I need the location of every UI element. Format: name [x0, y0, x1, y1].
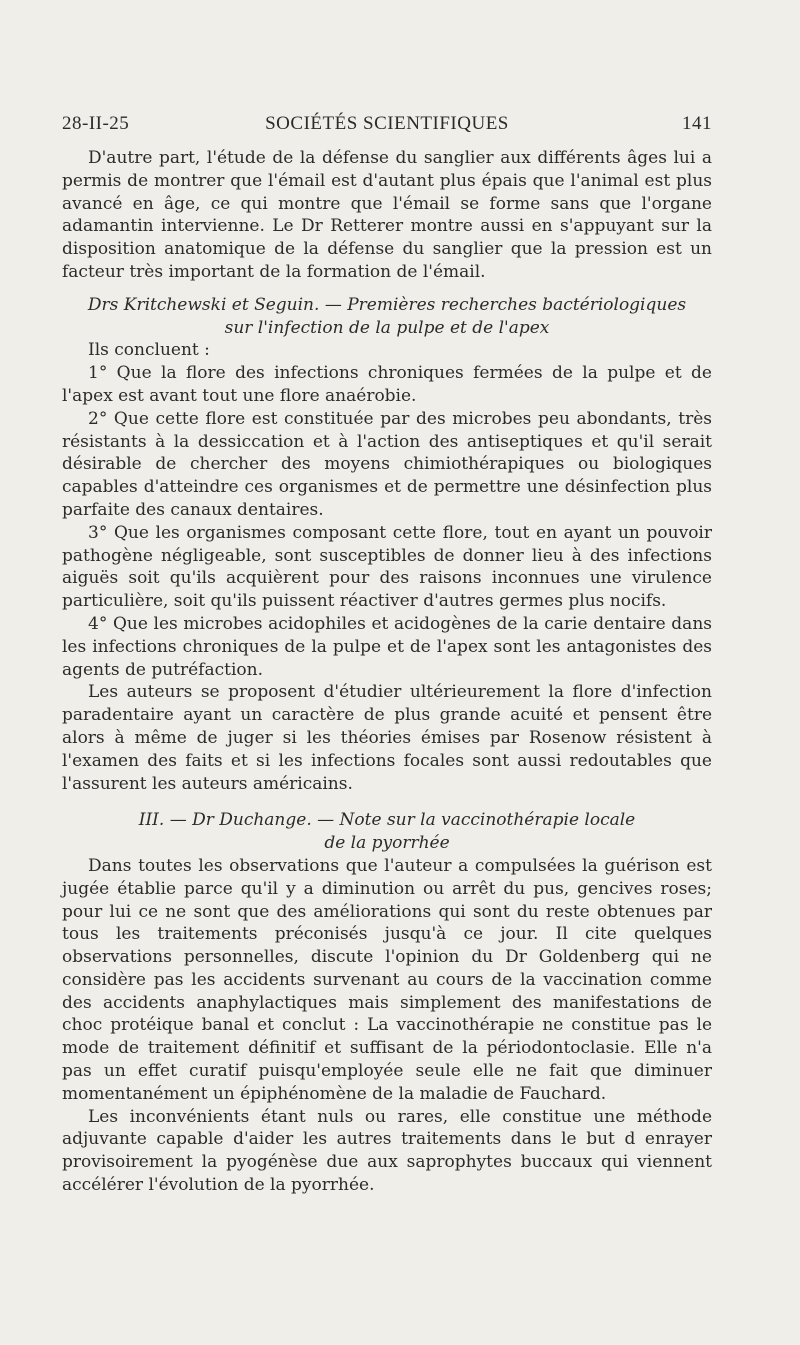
- section-2-heading-line-2: sur l'infection de la pulpe et de l'apex: [224, 317, 550, 338]
- section-2-point-3: 3° Que les organismes composant cette flore, tout en ayant un pouvoir pathogène négligeable, sont susceptibles de donner lieu à des infections aiguës soit qu'ils acquièrent pour des raisons inconnues une virulence particulière, soit qu'ils puissent réactiver d'autres germes plus nocifs.: [62, 522, 712, 612]
- spacer: [62, 284, 712, 294]
- page-number: 141: [682, 113, 712, 134]
- section-2-intro: Ils concluent :: [88, 340, 210, 361]
- header-title: SOCIÉTÉS SCIENTIFIQUES: [265, 113, 509, 134]
- running-header: [62, 113, 712, 137]
- section-2-point-4: 4° Que les microbes acidophiles et acidogènes de la carie dentaire dans les infections chroniques de la pulpe et de l'apex sont les antagonistes des agents de putréfaction.: [62, 613, 712, 680]
- section-2-conclusion: Les auteurs se proposent d'étudier ultérieurement la flore d'infection paradentaire ayant un caractère de plus grande acuité et pensent être alors à même de juger si les théories émises par Rosenow résistent à l'examen des faits et si les infections focales sont aussi redoutables que l'assurent les auteurs américains.: [62, 682, 712, 794]
- spacer: [62, 795, 712, 809]
- section-3-paragraph-2: Les inconvénients étant nuls ou rares, elle constitue une méthode adjuvante capable d'aider les autres traitements dans le but d enrayer provisoirement la pyogénèse due aux saprophytes buccaux qui viennent accélérer l'évolution de la pyorrhée.: [62, 1106, 712, 1196]
- section-3-heading-line-1: III. — Dr Duchange. — Note sur la vaccinothérapie locale: [138, 810, 636, 831]
- section-2-point-1: 1° Que la flore des infections chroniques fermées de la pulpe et de l'apex est avant tout une flore anaérobie.: [62, 363, 712, 406]
- header-date: 28-II-25: [62, 113, 130, 134]
- section-3-heading-line-2: de la pyorrhée: [324, 833, 450, 854]
- section-2-heading-line-1: Drs Kritchewski et Seguin. — Premières recherches bactériologiques: [87, 294, 687, 315]
- section-2-point-2: 2° Que cette flore est constituée par des microbes peu abondants, très résistants à la dessiccation et à l'action des antiseptiques et qu'il serait désirable de chercher des moyens chimiothérapiques ou biologiques capables d'atteindre ces organismes et de permettre une désinfection plus parfaite des canaux dentaires.: [62, 408, 712, 520]
- intro-paragraph: D'autre part, l'étude de la défense du sanglier aux différents âges lui a permis de montrer que l'émail est d'autant plus épais que l'animal est plus avancé en âge, ce qui montre que l'émail se forme sans que l'organe adamantin intervienne. Le Dr Retterer montre aussi en s'appuyant sur la disposition anatomique de la défense du sanglier que la pression est un facteur très important de la formation de l'émail.: [62, 148, 712, 282]
- section-3-paragraph-1: Dans toutes les observations que l'auteur a compulsées la guérison est jugée établie parce qu'il y a diminution ou arrêt du pus, gencives roses; pour lui ce ne sont que des améliorations qui sont du reste obtenues par tous les traitements préconisés jusqu'à ce jour. Il cite quelques observations personnelles, discute l'opinion du Dr Goldenberg qui ne considère pas les accidents survenant au cours de la vaccination comme des accidents anaphylactiques mais simplement des manifestations de choc protéique banal et conclut : La vaccinothérapie ne constitue pas le mode de traitement définitif et suffisant de la périodontoclasie. Elle n'a pas un effet curatif puisqu'employée seule elle ne fait que diminuer momentanément un épiphénomène de la maladie de Fauchard.: [62, 855, 712, 1104]
- article-body: [62, 147, 712, 1197]
